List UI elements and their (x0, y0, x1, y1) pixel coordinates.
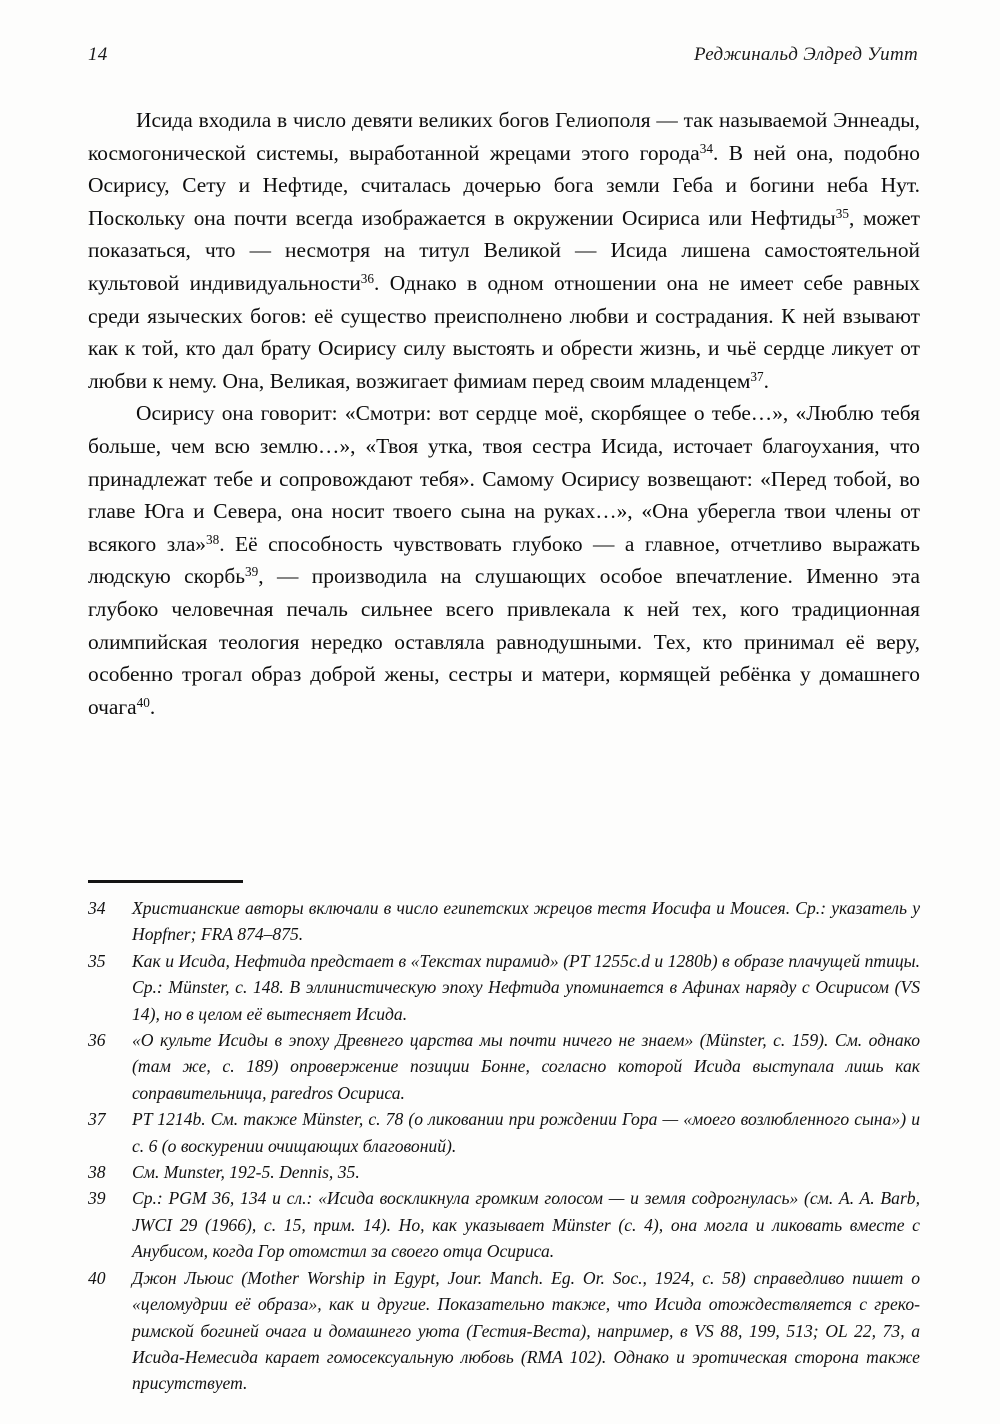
footnote-entry (88, 1265, 920, 1397)
footnote-area (88, 880, 920, 1397)
footnote-entry (88, 1185, 920, 1264)
footnote-number[interactable]: 35 (88, 950, 106, 971)
footnote-marker[interactable]: 34 (699, 140, 713, 156)
running-head-title: Реджинальд Элдред Уитт (694, 44, 918, 65)
footnote-number[interactable]: 34 (88, 898, 106, 918)
footnote-text: Как и Исида, Нефтида предстает в «Текстах пирамид» (PT 1255c.d и 1280b) в образе плачущей птицы. Ср.: Münster, с. 148. В эллинистическую эпоху Нефтида упоминается в Афинах наряду с Осирисом (VS 14), но в целом её вытесняет Исида. (132, 950, 920, 1024)
footnote-number[interactable]: 39 (88, 1188, 106, 1209)
footnote-number[interactable]: 37 (88, 1109, 106, 1130)
footnote-text: Христианские авторы включали в число египетских жрецов тестя Иосифа и Моисея. Ср.: указатель у Hopfner; FRA 874–875. (132, 898, 920, 945)
footnote-separator-rule (88, 880, 243, 883)
footnote-number[interactable]: 36 (88, 1030, 106, 1051)
running-head (88, 44, 918, 74)
page-number: 14 (88, 44, 108, 65)
para-isis-ennead: Исида входила в число девяти великих богов Гелиополя — так называемой Эннеады, космогонической системы, выработанной жрецами этого города$^{34}$. В ней она, подобно Осирису, Сету и Нефтиде, считалась дочерью бога земли Геба и богини неба Нут. Поскольку она почти всегда изображается в окружении Осириса или Нефтиды$^{35}$, может показаться, что — несмотря на титул Великой — Исида лишена самостоятельной культовой индивидуальности$^{36}$. Однако в одном отношении она не имеет себе равных среди языческих богов: её существо преисполнено любви и сострадания. К ней взывают как к той, кто дал брату Осирису силу выстоять и обрести жизнь, и чьё сердце ликует от любви к нему. Она, Великая, возжигает фимиам перед своим младенцем$^{37}$. (88, 108, 920, 393)
footnote-number[interactable]: 40 (88, 1267, 106, 1288)
footnote-entry (88, 895, 920, 948)
body-text (88, 104, 920, 723)
footnote-list (88, 895, 920, 1397)
footnote-entry (88, 1106, 920, 1159)
footnote-text: «О культе Исиды в эпоху Древнего царства мы почти ничего не знаем» (Münster, с. 159). См. однако (там же, с. 189) опровержение позиции Бонне, согласно которой Исида выступала лишь как соправительница, paredros Осириса. (132, 1030, 920, 1103)
footnote-entry (88, 1159, 920, 1185)
footnote-marker[interactable]: 38 (206, 531, 220, 547)
footnote-marker[interactable]: 37 (750, 368, 764, 384)
footnote-entry (88, 948, 920, 1027)
para-osiris-speech: Осирису она говорит: «Смотри: вот сердце моё, скорбящее о тебе…», «Люблю тебя больше, чем всю землю…», «Твоя утка, твоя сестра Исида, источает благоухания, что принадлежат тебе и сопровождают тебя». Самому Осирису возвещают: «Перед тобой, во главе Юга и Севера, она носит твоего сына на руках…», «Она уберегла твои члены от всякого зла»$^{38}$. Её способность чувствовать глубоко — а главное, отчетливо выражать людскую скорбь$^{39}$, — производила на слушающих особое впечатление. Именно эта глубоко человечная печаль сильнее всего привлекала к ней тех, кого традиционная олимпийская теология нередко оставляла равнодушными. Тех, кто принимал её веру, особенно трогал образ доброй жены, сестры и матери, кормящей ребёнка у домашнего очага$^{40}$. (88, 401, 921, 719)
footnote-marker[interactable]: 36 (360, 271, 375, 287)
footnote-text: Джон Льюис (Mother Worship in Egypt, Jour. Manch. Eg. Or. Soc., 1924, с. 58) справедливо пишет о «целомудрии её образа», как и другие. Показательно также, что Исида отождествляется с греко-римской богиней очага и домашнего уюта (Гестия-Веста), например, в VS 88, 199, 513; OL 22, 73, а Исида-Немесида карает гомосексуальную любовь (RMA 102). Однако и эротическая сторона также присутствует. (132, 1267, 920, 1394)
footnote-marker[interactable]: 39 (244, 564, 259, 580)
footnote-text: Ср.: PGM 36, 134 и сл.: «Исида воскликнула громким голосом — и земля содрогнулась» (см. A. A. Barb, JWCI 29 (1966), с. 15, прим. 14). Но, как указывает Münster (с. 4), она могла и ликовать вместе с Анубисом, когда Гор отомстил за своего отца Осириса. (132, 1188, 920, 1262)
footnote-marker[interactable]: 35 (835, 205, 849, 221)
footnote-marker[interactable]: 40 (136, 694, 150, 710)
footnote-text: PT 1214b. См. также Münster, с. 78 (о ликовании при рождении Гора — «моего возлюбленного сына») и с. 6 (о воскурении очищающих благовоний). (132, 1109, 920, 1156)
footnote-number[interactable]: 38 (88, 1162, 106, 1183)
footnote-entry (88, 1027, 920, 1106)
footnote-text: См. Munster, 192-5. Dennis, 35. (132, 1162, 360, 1183)
